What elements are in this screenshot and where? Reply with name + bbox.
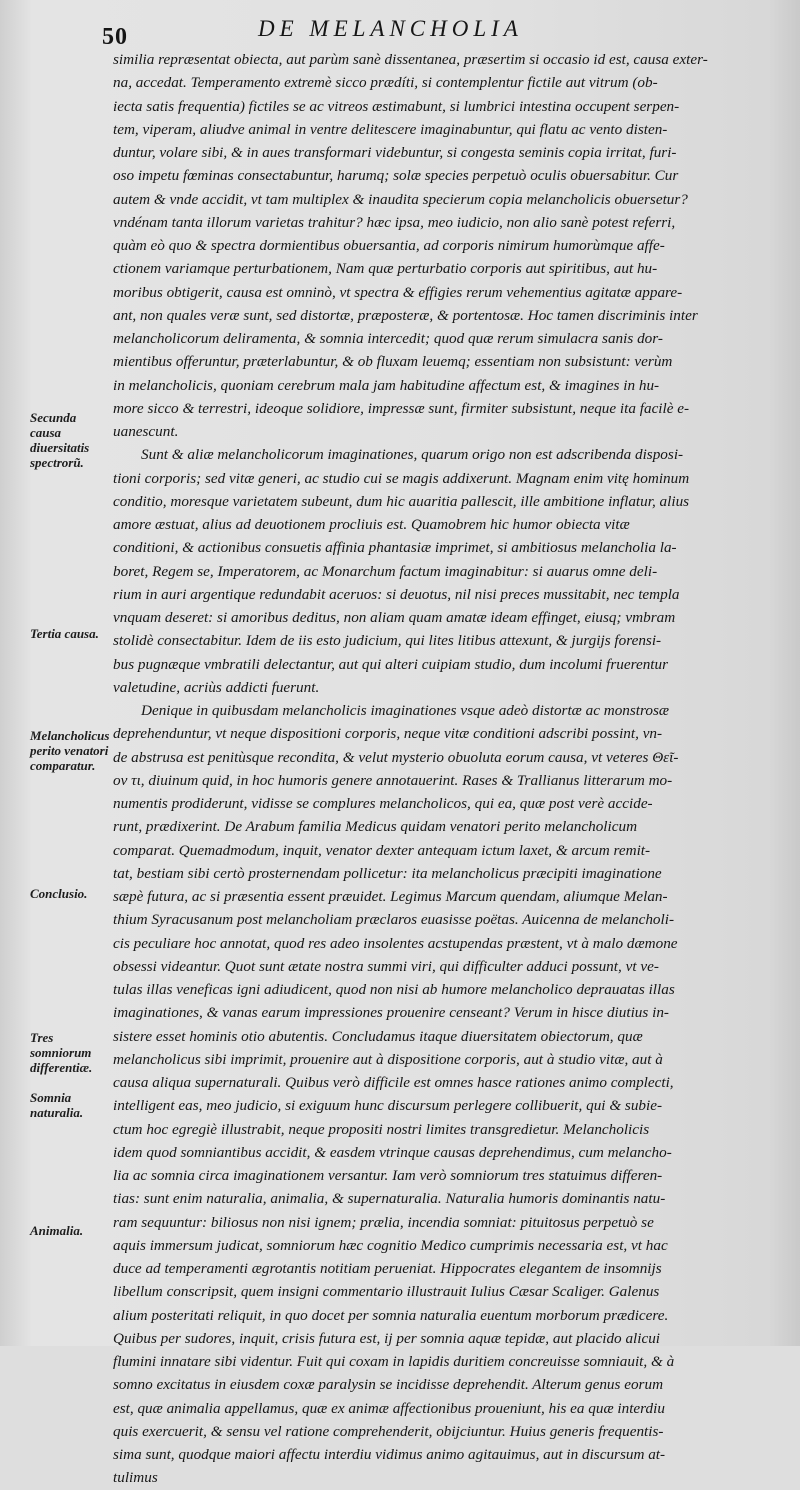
margin-note-tres-somniorum: Tres somniorum differentiæ. xyxy=(30,1030,93,1075)
text-line: thium Syracusanum post melancholiam præclaros euasisse poëtas. Auicenna de melancholi- xyxy=(113,911,675,929)
text-line: alium posteritati reliquit, in quo docet per somnia naturalia euentum morborum prædicere. xyxy=(113,1306,669,1324)
text-line: Sunt & aliæ melancholicorum imaginationes, quarum origo non est adscribenda disposi- xyxy=(141,446,684,464)
text-line: ram sequuntur: biliosus non nisi ignem; prælia, incendia somniat: pituitosus perpetuò se xyxy=(113,1213,654,1231)
text-line: more sicco & terrestri, ideoque solidiore, impressæ sunt, firmiter subsistunt, neque ita facilè e- xyxy=(113,399,690,417)
text-line: obsessi videantur. Quot sunt ætate nostra summi viri, qui difficulter adduci possunt, vt ve- xyxy=(113,957,659,975)
text-line: bus pugnæque vmbratili delectantur, aut qui alteri cuipiam studio, dum incolumi fruerentur xyxy=(113,655,669,673)
text-line: tioni corporis; sed vitæ generi, ac studio cui se magis addixerunt. Magnam enim vitę hominum xyxy=(113,469,690,487)
text-line: intelligent eas, meo judicio, si exiguum hunc discursum perlegere collibuerit, qui & subie- xyxy=(113,1097,663,1115)
text-line: vndénam tanta illorum varietas trahitur? hæc ipsa, meo iudicio, non alio sanè potest referri, xyxy=(113,213,676,231)
text-line: lia ac somnia circa imaginationem versantur. Iam verò somniorum tres statuimus differen- xyxy=(113,1167,663,1184)
text-line: numentis prodiderunt, vidisse se complures melancholicos, qui ea, quæ post verè accide- xyxy=(113,795,653,812)
text-line: quis exercuerit, & sensu vel ratione comprehenderit, obijciuntur. Huius generis frequentis- xyxy=(113,1422,664,1440)
text-line: tem, viperam, aliudve animal in ventre delitescere imaginabuntur, qui flatu ac vento disten- xyxy=(113,120,668,138)
margin-note-somnia-naturalia: Somnia naturalia. xyxy=(30,1090,84,1120)
text-line: de abstrusa est penitùsque recondita, & velut mysterio obuoluta eorum causa, vt veteres Θεῖ- xyxy=(113,748,679,766)
text-line: ant, non quales veræ sunt, sed distortæ, præposteræ, & portentosæ. Hoc tamen discriminis inter xyxy=(113,306,698,324)
text-line: oso impetu fœminas consectabuntur, harumq; solæ species perpetuò oculis obuersabitur. Cur xyxy=(113,167,679,185)
text-line: melancholicorum deliramenta, & somnia intercedit; quod quæ rerum simulacra sanis dor- xyxy=(113,330,663,347)
text-line: flumini innatare sibi videntur. Fuit qui coxam in lapidis duritiem concreuisse somniauit, & à xyxy=(113,1353,675,1370)
margin-note-secunda-causa: Secunda causa diuersitatis spectrorũ. xyxy=(30,410,90,470)
text-line: sistere esset hominis otio abutentis. Concludamus itaque diuersitatem obiectorum, quæ xyxy=(113,1027,643,1045)
margin-note-tertia-causa: Tertia causa. xyxy=(30,626,99,641)
text-line: est, quæ animalia appellamus, quæ ex animæ affectionibus proueniunt, his ea quæ interdiu xyxy=(113,1399,665,1417)
text-line: cis peculiare hoc annotat, quod res adeo insolentes acstupendas præstent, vt à malo dæmone xyxy=(113,934,678,952)
text-line: boret, Regem se, Imperatorem, ac Monarchum factum imaginabitur: si auarus omne deli- xyxy=(113,562,658,580)
text-line: duce ad temperamenti ægrotantis notitiam perueniat. Hippocrates elegantem de insomnijs xyxy=(113,1260,662,1277)
text-line: mientibus offeruntur, præterlabuntur, & ob fluxam leuemq; essentiam non subsistunt: verùm xyxy=(113,353,673,371)
text-line: conditio, moresque varietatem subeunt, dum hic auaritia pallescit, ille ambitione inflatur, alius xyxy=(113,492,690,510)
text-line: Quibus per sudores, inquit, crisis futura est, ij per somnia aquæ tepidæ, aut placido alicui xyxy=(113,1329,661,1347)
text-line: runt, prædixerint. De Arabum familia Medicus quidam venatori perito melancholicum xyxy=(113,818,638,836)
text-line: Denique in quibusdam melancholicis imaginationes vsque adeò distortæ ac monstrosæ xyxy=(141,702,670,719)
text-line: causa aliqua supernaturali. Quibus verò difficile est omnes hasce rationes animo complecti, xyxy=(113,1074,674,1091)
text-line: somno excitatus in eiusdem coxæ paralysin se incidisse deprehendit. Alterum genus eorum xyxy=(113,1376,664,1394)
text-line: iecta satis frequentia) fictiles se ac vitreos æstimabunt, si lumbrici intestina occupent serpen- xyxy=(113,97,680,115)
text-line: aquis immersum judicat, somniorum hæc cognitio Medico cumprimis necessaria est, vt hac xyxy=(113,1236,668,1254)
text-line: ον τι, diuinum quid, in hoc humoris genere annotauerint. Rases & Trallianus litterarum mo- xyxy=(113,771,673,789)
margin-note-animalia: Animalia. xyxy=(30,1223,84,1238)
margin-note-melancholicus: Melancholicus perito venatori comparatur. xyxy=(30,728,110,773)
text-line: idem quod somniantibus accidit, & easdem vtrinque causas deprehendimus, cum melancho- xyxy=(113,1143,672,1161)
text-line: uanescunt. xyxy=(113,423,179,440)
page-number: 50 xyxy=(102,24,128,50)
text-line: moribus obtigerit, causa est omninò, vt spectra & effigies rerum vehementius agitatæ appare- xyxy=(113,283,683,301)
text-line: quàm eò quo & spectra dormientibus obuersantia, ad corporis nimirum humorùmque affe- xyxy=(113,237,665,254)
text-line: ctionem variamque perturbationem, Nam quæ perturbatio corporis aut spiritibus, aut hu- xyxy=(113,260,658,278)
text-line: sima sunt, quodque maiori affectu interdiu vidimus animo agitauimus, aut in discursum at- xyxy=(113,1446,666,1463)
text-line: autem & vnde accidit, vt tam multiplex & inaudita specierum copia melancholicis obuersetur? xyxy=(113,190,688,208)
text-line: similia repræsentat obiecta, aut parùm sanè dissentanea, præsertim si occasio id est, causa exter- xyxy=(113,51,708,68)
text-line: rium in auri argentique redundabit aceruos: si deuotus, nil nisi preces mussitabit, nec templa xyxy=(113,585,680,603)
page-header xyxy=(0,14,800,50)
text-line: tulimus xyxy=(113,1469,158,1487)
text-line: ctum hoc egregiè illustrabit, neque propositi nostri limites transgredietur. Melancholicis xyxy=(113,1120,650,1138)
text-line: stolidè consectabitur. Idem de iis esto judicium, qui lites litibus attexunt, & jurgijs forensi- xyxy=(113,632,662,650)
text-line: duntur, volare sibi, & in aues transformari videbuntur, si congesta seminis copia irritat, furi- xyxy=(113,144,677,161)
text-line: vnquam deseret: si amoribus deditus, non aliam quam amatæ ideam effinget, eiusq; vmbram xyxy=(113,609,676,626)
text-line: tulas illas veneficas igni adiudicent, quod non nisi ab humore melancholico deprauatas illas xyxy=(113,981,675,998)
text-line: tat, bestiam sibi certò prosternendam pollicetur: ita melancholicus præcipiti imaginatione xyxy=(113,864,662,882)
text-line: comparat. Quemadmodum, inquit, venator dexter antequam ictum laxet, & arcum remit- xyxy=(113,841,651,859)
main-text xyxy=(113,48,783,1490)
text-line: amore æstuat, alius ad deuotionem procliuis est. Quamobrem hic humor obiecta vitæ xyxy=(113,516,630,533)
margin-note-conclusio: Conclusio. xyxy=(30,886,88,901)
text-line: conditioni, & actionibus consuetis affinia phantasiæ imprimet, si ambitiosus melancholia la- xyxy=(113,539,677,557)
text-line: imaginationes, & vanas earum impressiones prouenire censeant? Verum in hisce diutius in- xyxy=(113,1004,669,1022)
text-line: valetudine, acriùs addicti fuerunt. xyxy=(113,678,320,696)
text-line: libellum conscripsit, quem insigni commentario illustrauit Iulius Cæsar Scaliger. Galenus xyxy=(113,1283,660,1301)
text-line: tias: sunt enim naturalia, animalia, & supernaturalia. Naturalia humoris dominantis natu- xyxy=(113,1190,666,1208)
text-line: na, accedat. Temperamento extremè sicco prædíti, si contemplentur fictile aut vitrum (ob- xyxy=(113,74,658,92)
text-line: sæpè futura, ac si præsentia essent præuidet. Legimus Marcum quendam, aliumque Melan- xyxy=(113,888,668,905)
text-line: in melancholicis, quoniam cerebrum mala jam habitudine affectum est, & imagines in hu- xyxy=(113,376,660,394)
text-line: melancholicus sibi imprimit, prouenire aut à dispositione corporis, aut à studio vitæ, aut à xyxy=(113,1050,663,1068)
running-head: DE MELANCHOLIA xyxy=(258,16,523,41)
margin-notes xyxy=(0,0,110,1346)
text-line: deprehenduntur, vt neque dispositioni corporis, neque vitæ conditioni adscribi possint, vn- xyxy=(113,725,663,743)
